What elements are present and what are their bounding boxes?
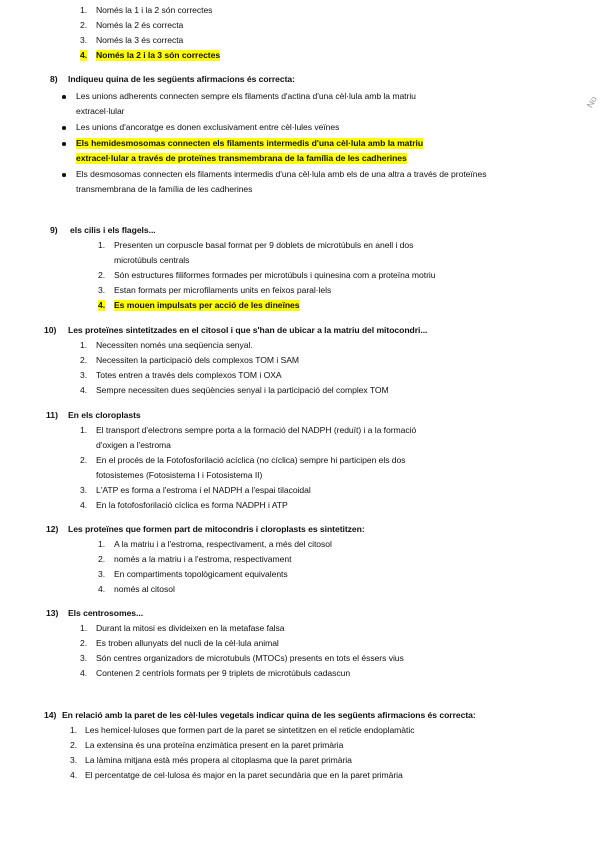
q12-opt4-text: només al citosol — [114, 584, 175, 594]
q11-opt2-line1: En el procés de la Fotofosforilació acíclica (no cíclica) sempre hi participen els dos — [96, 455, 406, 465]
q8-opt1-line1: Les unions adherents connecten sempre els filaments d'actina d'una cèl·lula amb la matriu — [76, 91, 416, 101]
q7-opt4-text-highlighted: Només la 2 i la 3 són correctes — [96, 50, 221, 60]
q9-opt2-number: 2. — [98, 270, 106, 280]
q13-opt2-text: Es troben allunyats del nucli de la cèl·lula animal — [96, 638, 279, 648]
q11-opt4-line1: En la fotofosforilació cíclica es forma NADPH i ATP — [96, 500, 288, 510]
q10-opt4-text: Sempre necessiten dues seqüències senyal i la participació del complex TOM — [96, 385, 389, 395]
q10-opt3-number: 3. — [80, 370, 88, 380]
q11-title: En els cloroplasts — [68, 410, 141, 420]
q14-opt4-text: El percentatge de cel·lulosa és major en la paret secundària que en la paret primària — [85, 770, 403, 780]
q14-opt2-text: La extensina és una proteïna enzimàtica present en la paret primària — [85, 740, 344, 750]
q8-bullet-1 — [62, 95, 66, 99]
q8-number: 8) — [50, 74, 58, 84]
q10-number: 10) — [44, 325, 57, 335]
q11-opt2-line2: fotosistemes (Fotosistema I i Fotosistema II) — [96, 470, 263, 480]
q7-opt4-number: 4. — [80, 50, 88, 60]
watermark-text: No — [585, 94, 600, 110]
q13-title: Els centrosomes... — [68, 608, 144, 618]
q11-opt3-number: 3. — [80, 485, 88, 495]
q10-opt1-number: 1. — [80, 340, 88, 350]
q9-opt3-number: 3. — [98, 285, 106, 295]
q9-opt4-number: 4. — [98, 300, 106, 310]
q13-opt1-number: 1. — [80, 623, 88, 633]
q11-opt3-line1: L'ATP es forma a l'estroma i el NADPH a l'espai tilacoidal — [96, 485, 311, 495]
q9-number: 9) — [50, 225, 58, 235]
q12-opt4-number: 4. — [98, 584, 106, 594]
q9-opt1-number: 1. — [98, 240, 106, 250]
q8-bullet-3 — [62, 142, 66, 146]
q13-opt3-number: 3. — [80, 653, 88, 663]
q14-opt3-number: 3. — [70, 755, 78, 765]
q13-opt3-text: Són centres organizadors de microtubuls (MTOCs) presents en tots el éssers vius — [96, 653, 404, 663]
q10-opt2-text: Necessiten la participació dels complexos TOM i SAM — [96, 355, 299, 365]
q9-opt2-line1: Són estructures filiformes formades per microtúbuls i quinesina com a proteïna motriu — [114, 270, 436, 280]
q10-opt4-number: 4. — [80, 385, 88, 395]
q8-opt3-line2-highlighted: extracel·lular a través de proteïnes transmembrana de la família de les cadherines — [76, 153, 407, 163]
q10-opt3-text: Totes entren a través dels complexos TOM i OXA — [96, 370, 282, 380]
q14-opt3-text: La làmina mitjana està més propera al citoplasma que la paret primària — [85, 755, 352, 765]
q7-opt1-number: 1. — [80, 5, 88, 15]
q9-opt1-line1: Presenten un corpuscle basal format per 9 doblets de microtúbuls en anell i dos — [114, 240, 414, 250]
q8-bullet-2 — [62, 126, 66, 130]
q13-opt2-number: 2. — [80, 638, 88, 648]
q14-opt1-number: 1. — [70, 725, 78, 735]
q12-opt3-number: 3. — [98, 569, 106, 579]
q12-opt2-text: només a la matriu i a l'estroma, respectivament — [114, 554, 292, 564]
q13-opt1-text: Durant la mitosi es divideixen en la metafase falsa — [96, 623, 285, 633]
q9-opt3-line1: Estan formats per microfilaments units en feixos paral·lels — [114, 285, 332, 295]
q11-opt1-line1: El transport d'electrons sempre porta a la formació del NADPH (reduït) i a la formació — [96, 425, 417, 435]
q12-opt1-text: A la matriu i a l'estroma, respectivament, a més del citosol — [114, 539, 332, 549]
q7-opt3-text: Només la 3 és correcta — [96, 35, 184, 45]
q11-opt4-number: 4. — [80, 500, 88, 510]
q7-opt2-text: Només la 2 és correcta — [96, 20, 184, 30]
q8-bullet-4 — [62, 173, 66, 177]
q12-opt2-number: 2. — [98, 554, 106, 564]
q10-opt1-text: Necessiten només una seqüencia senyal. — [96, 340, 253, 350]
q12-opt1-number: 1. — [98, 539, 106, 549]
q8-opt4-line2: transmembrana de la família de les cadherines — [76, 184, 253, 194]
q13-opt4-text: Contenen 2 centríols formats per 9 triplets de microtúbuls cadascun — [96, 668, 351, 678]
q8-opt1-line2: extracel·lular — [76, 106, 125, 116]
q14-opt4-number: 4. — [70, 770, 78, 780]
q11-opt1-line2: d'oxigen a l'estroma — [96, 440, 171, 450]
q10-title: Les proteïnes sintetitzades en el citosol i que s'han de ubicar a la matriu del mitocondri... — [68, 325, 428, 335]
q14-title: En relació amb la paret de les cèl·lules vegetals indicar quina de les següents afirmacions és correcta: — [62, 710, 476, 720]
q12-title: Les proteïnes que formen part de mitocondris i cloroplasts es sintetitzen: — [68, 524, 365, 534]
q8-opt3-line1-highlighted: Els hemidesmosomas connecten els filaments intermedis d'una cèl·lula amb la matriu — [76, 138, 424, 148]
q10-opt2-number: 2. — [80, 355, 88, 365]
q12-number: 12) — [46, 524, 59, 534]
q7-opt3-number: 3. — [80, 35, 88, 45]
q9-opt4-line1-highlighted: Es mouen impulsats per acció de les dineïnes — [114, 300, 300, 310]
q9-opt1-line2: microtúbuls centrals — [114, 255, 190, 265]
q11-number: 11) — [46, 410, 58, 420]
q8-opt2-line1: Les unions d'ancoratge es donen exclusivament entre cèl·lules veïnes — [76, 122, 340, 132]
q8-title: Indiqueu quina de les següents afirmacions és correcta: — [68, 74, 295, 84]
q13-opt4-number: 4. — [80, 668, 88, 678]
q11-opt2-number: 2. — [80, 455, 88, 465]
q12-opt3-text: En compartiments topològicament equivalents — [114, 569, 288, 579]
q8-opt4-line1: Els desmosomas connecten els filaments intermedis d'una cèl·lula amb els de una altra a través de proteïnes — [76, 169, 487, 179]
q14-opt2-number: 2. — [70, 740, 78, 750]
q14-number: 14) — [44, 710, 57, 720]
q7-opt2-number: 2. — [80, 20, 88, 30]
q14-opt1-text: Les hemicel·luloses que formen part de la paret se sintetitzen en el reticle endoplamàtic — [85, 725, 415, 735]
q11-opt1-number: 1. — [80, 425, 88, 435]
q9-title: els cilis i els flagels... — [70, 225, 156, 235]
q13-number: 13) — [46, 608, 59, 618]
q7-opt1-text: Només la 1 i la 2 són correctes — [96, 5, 213, 15]
